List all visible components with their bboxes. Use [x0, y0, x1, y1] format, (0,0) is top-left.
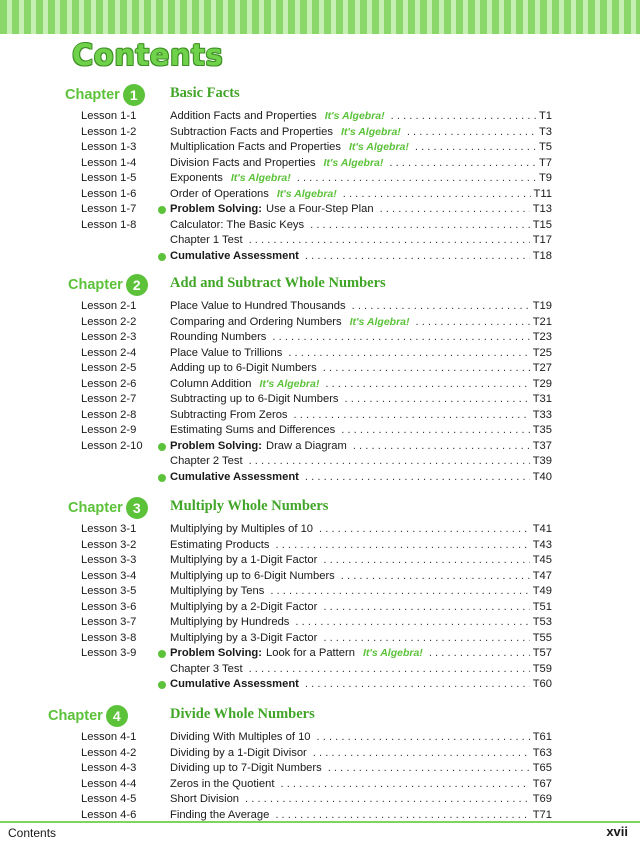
entry-page-number: T3 — [538, 125, 552, 138]
toc-row — [0, 677, 640, 693]
chapter-number-badge: 3 — [126, 497, 148, 519]
toc-entry — [170, 631, 552, 647]
toc-entry — [170, 140, 552, 156]
toc-row — [0, 109, 640, 125]
toc-row — [0, 646, 640, 662]
chapter-entries — [0, 522, 640, 693]
entry-page-number: T29 — [532, 377, 552, 390]
toc-entry — [170, 569, 552, 585]
dot-leader — [323, 361, 530, 377]
chapter-word: Chapter — [68, 277, 123, 293]
entry-title: Calculator: The Basic Keys — [170, 218, 305, 231]
entry-page-number: T18 — [532, 249, 552, 262]
entry-title: Subtraction Facts and Properties — [170, 125, 333, 138]
lesson-number: Lesson 3-4 — [81, 569, 137, 582]
lesson-number: Lesson 1-4 — [81, 156, 137, 169]
page-title: Contents — [72, 38, 224, 72]
toc-entry — [170, 109, 552, 125]
entry-page-number: T21 — [532, 315, 552, 328]
entry-page-number: T63 — [532, 746, 552, 759]
toc-row — [0, 408, 640, 424]
toc-row — [0, 538, 640, 554]
toc-row — [0, 218, 640, 234]
toc-row — [0, 522, 640, 538]
lesson-number: Lesson 4-5 — [81, 793, 137, 805]
toc-row — [0, 553, 640, 569]
toc-entry — [170, 187, 552, 203]
chapter-entries — [0, 730, 640, 823]
entry-page-number: T47 — [532, 569, 552, 582]
chapter-title: Add and Subtract Whole Numbers — [170, 275, 386, 291]
dot-leader — [380, 202, 530, 218]
entry-title: Zeros in the Quotient — [170, 777, 275, 790]
toc-entry — [170, 156, 552, 172]
entry-title: Rounding Numbers — [170, 331, 267, 343]
toc-row — [0, 392, 640, 408]
toc-row — [0, 299, 640, 315]
entry-title: Multiplication Facts and Properties — [170, 141, 341, 153]
chapter-number-badge: 1 — [123, 84, 145, 106]
entry-title: Finding the Average — [170, 808, 270, 821]
bullet-icon — [158, 650, 166, 658]
dot-leader — [305, 677, 530, 693]
entry-page-number: T60 — [532, 678, 552, 690]
entry-title: Use a Four-Step Plan — [266, 203, 374, 215]
dot-leader — [249, 454, 530, 470]
its-algebra-tag: It's Algebra! — [362, 647, 423, 659]
dot-leader — [249, 662, 530, 678]
its-algebra-tag: It's Algebra! — [323, 156, 384, 169]
bullet-icon — [158, 474, 166, 482]
toc-entry — [170, 470, 552, 486]
toc-entry — [170, 439, 552, 455]
lesson-number: Lesson 4-6 — [81, 808, 137, 821]
dot-leader — [294, 408, 530, 424]
toc-entry — [170, 677, 552, 693]
lesson-number: Lesson 3-6 — [81, 600, 137, 613]
entry-title: Short Division — [170, 793, 240, 805]
bullet-icon — [158, 206, 166, 214]
entry-title: Multiplying by Tens — [170, 585, 265, 597]
its-algebra-tag: It's Algebra! — [349, 141, 409, 153]
toc-entry — [170, 377, 552, 393]
entry-page-number: T27 — [532, 362, 552, 374]
lesson-number: Lesson 1-3 — [81, 141, 137, 153]
entry-page-number: T31 — [532, 393, 552, 405]
entry-title: Look for a Pattern — [266, 647, 355, 659]
toc-entry — [170, 315, 552, 331]
toc-row — [0, 777, 640, 793]
bullet-icon — [158, 443, 166, 451]
toc-row — [0, 140, 640, 156]
toc-row — [0, 187, 640, 203]
entry-title: Multiplying by Hundreds — [170, 616, 290, 628]
entry-bold-label: Problem Solving: — [170, 647, 262, 659]
entry-title: Subtracting From Zeros — [170, 408, 288, 421]
lesson-number: Lesson 3-1 — [81, 523, 137, 535]
chapter-label — [68, 273, 148, 297]
entry-page-number: T13 — [532, 203, 552, 215]
entry-title: Dividing by a 1-Digit Divisor — [170, 746, 307, 759]
entry-page-number: T57 — [532, 647, 552, 659]
footer-divider — [0, 821, 640, 823]
toc-entry — [170, 730, 552, 746]
toc-row — [0, 631, 640, 647]
chapter-number-badge: 4 — [106, 705, 128, 727]
lesson-number: Lesson 1-8 — [81, 218, 137, 231]
entry-title: Order of Operations — [170, 187, 269, 200]
toc-entry — [170, 553, 552, 569]
toc-entry — [170, 522, 552, 538]
entry-page-number: T35 — [532, 424, 552, 436]
chapter-entries — [0, 109, 640, 264]
toc-row — [0, 156, 640, 172]
toc-entry — [170, 202, 552, 218]
chapter-label — [65, 83, 145, 107]
entry-page-number: T61 — [532, 731, 552, 743]
dot-leader — [270, 584, 529, 600]
toc-row — [0, 171, 640, 187]
toc-entry — [170, 218, 552, 234]
entry-page-number: T55 — [532, 631, 552, 644]
dot-leader — [415, 140, 536, 156]
chapter-word: Chapter — [65, 87, 120, 103]
entry-title: Place Value to Hundred Thousands — [170, 300, 346, 312]
lesson-number: Lesson 3-8 — [81, 631, 137, 644]
entry-title: Estimating Products — [170, 538, 270, 551]
dot-leader — [288, 346, 529, 362]
entry-title: Adding up to 6-Digit Numbers — [170, 362, 317, 374]
entry-title: Chapter 1 Test — [170, 234, 243, 246]
lesson-number: Lesson 2-9 — [81, 424, 137, 436]
toc-entry — [170, 423, 552, 439]
entry-page-number: T7 — [538, 156, 552, 169]
dot-leader — [325, 377, 529, 393]
toc-entry — [170, 125, 552, 141]
lesson-number: Lesson 3-3 — [81, 554, 137, 566]
entry-title: Estimating Sums and Differences — [170, 424, 336, 436]
lesson-number: Lesson 1-6 — [81, 187, 137, 200]
toc-row — [0, 377, 640, 393]
dot-leader — [272, 330, 529, 346]
toc-entry — [170, 454, 552, 470]
entry-bold-label: Problem Solving: — [170, 439, 262, 452]
entry-title: Multiplying by a 3-Digit Factor — [170, 631, 318, 644]
dot-leader — [276, 538, 530, 554]
toc-row — [0, 746, 640, 762]
dot-leader — [297, 171, 536, 187]
toc-row — [0, 423, 640, 439]
toc-entry — [170, 408, 552, 424]
chapter-label — [48, 704, 128, 728]
entry-page-number: T11 — [533, 187, 552, 200]
dot-leader — [245, 792, 530, 808]
dot-leader — [313, 746, 530, 762]
entry-page-number: T23 — [532, 331, 552, 343]
toc-row — [0, 249, 640, 265]
entry-title: Multiplying by a 2-Digit Factor — [170, 600, 318, 613]
toc-row — [0, 730, 640, 746]
dot-leader — [249, 233, 530, 249]
entry-title: Chapter 3 Test — [170, 662, 243, 675]
toc-entry — [170, 646, 552, 662]
toc-row — [0, 569, 640, 585]
dot-leader — [389, 156, 536, 172]
entry-page-number: T45 — [532, 554, 552, 566]
toc-row — [0, 346, 640, 362]
toc-entry — [170, 330, 552, 346]
entry-page-number: T67 — [532, 777, 552, 790]
header-stripe-band — [0, 0, 640, 34]
toc-entry — [170, 792, 552, 808]
entry-title: Multiplying by Multiples of 10 — [170, 523, 314, 535]
lesson-number: Lesson 1-7 — [81, 203, 137, 215]
lesson-number: Lesson 4-3 — [81, 762, 137, 774]
chapter-title: Basic Facts — [170, 85, 240, 101]
dot-leader — [345, 392, 530, 408]
toc-entry — [170, 346, 552, 362]
entry-page-number: T15 — [532, 218, 552, 231]
lesson-number: Lesson 4-4 — [81, 777, 137, 790]
chapter-entries — [0, 299, 640, 485]
lesson-number: Lesson 4-1 — [81, 731, 137, 743]
entry-page-number: T49 — [532, 585, 552, 597]
entry-title: Column Addition — [170, 377, 252, 390]
entry-page-number: T25 — [532, 346, 552, 359]
toc-entry — [170, 361, 552, 377]
entry-page-number: T59 — [532, 662, 552, 675]
lesson-number: Lesson 3-9 — [81, 647, 137, 659]
toc-row — [0, 439, 640, 455]
entry-title: Division Facts and Properties — [170, 156, 316, 169]
dot-leader — [353, 439, 530, 455]
lesson-number: Lesson 2-3 — [81, 331, 137, 343]
dot-leader — [341, 423, 530, 439]
entry-page-number: T65 — [532, 762, 552, 774]
entry-page-number: T39 — [532, 455, 552, 467]
lesson-number: Lesson 2-10 — [81, 439, 143, 452]
toc-row — [0, 615, 640, 631]
toc-row — [0, 584, 640, 600]
dot-leader — [280, 777, 529, 793]
lesson-number: Lesson 2-4 — [81, 346, 137, 359]
toc-entry — [170, 777, 552, 793]
entry-bold-label: Cumulative Assessment — [170, 470, 299, 483]
entry-page-number: T43 — [532, 538, 552, 551]
entry-title: Dividing With Multiples of 10 — [170, 731, 311, 743]
toc-row — [0, 792, 640, 808]
toc-entry — [170, 233, 552, 249]
toc-row — [0, 315, 640, 331]
lesson-number: Lesson 2-7 — [81, 393, 137, 405]
entry-page-number: T17 — [532, 234, 552, 246]
entry-page-number: T40 — [532, 470, 552, 483]
toc-entry — [170, 171, 552, 187]
toc-row — [0, 330, 640, 346]
entry-title: Place Value to Trillions — [170, 346, 283, 359]
dot-leader — [328, 761, 530, 777]
entry-title: Draw a Diagram — [266, 439, 347, 452]
lesson-number: Lesson 2-8 — [81, 408, 137, 421]
dot-leader — [391, 109, 536, 125]
dot-leader — [317, 730, 530, 746]
entry-title: Subtracting up to 6-Digit Numbers — [170, 393, 339, 405]
dot-leader — [310, 218, 530, 234]
entry-page-number: T53 — [532, 616, 552, 628]
dot-leader — [323, 600, 529, 616]
dot-leader — [341, 569, 530, 585]
chapter-title: Divide Whole Numbers — [170, 706, 315, 722]
dot-leader — [343, 187, 531, 203]
dot-leader — [407, 125, 536, 141]
toc-entry — [170, 615, 552, 631]
bullet-icon — [158, 253, 166, 261]
entry-title: Chapter 2 Test — [170, 455, 243, 467]
dot-leader — [416, 315, 530, 331]
toc-row — [0, 361, 640, 377]
chapter-number-badge: 2 — [126, 274, 148, 296]
dot-leader — [352, 299, 530, 315]
lesson-number: Lesson 2-6 — [81, 377, 137, 390]
toc-entry — [170, 761, 552, 777]
toc-row — [0, 233, 640, 249]
lesson-number: Lesson 2-5 — [81, 362, 137, 374]
dot-leader — [295, 615, 529, 631]
its-algebra-tag: It's Algebra! — [276, 187, 337, 200]
entry-page-number: T33 — [532, 408, 552, 421]
entry-title: Dividing up to 7-Digit Numbers — [170, 762, 322, 774]
entry-page-number: T51 — [532, 600, 552, 613]
lesson-number: Lesson 3-2 — [81, 538, 137, 551]
toc-row — [0, 202, 640, 218]
toc-entry — [170, 299, 552, 315]
lesson-number: Lesson 4-2 — [81, 746, 137, 759]
entry-title: Comparing and Ordering Numbers — [170, 315, 342, 328]
entry-page-number: T37 — [532, 439, 552, 452]
toc-row — [0, 761, 640, 777]
entry-title: Multiplying by a 1-Digit Factor — [170, 554, 318, 566]
chapter-label — [68, 496, 148, 520]
entry-page-number: T5 — [538, 141, 552, 153]
lesson-number: Lesson 2-2 — [81, 315, 137, 328]
lesson-number: Lesson 2-1 — [81, 300, 137, 312]
dot-leader — [429, 646, 530, 662]
entry-page-number: T71 — [532, 808, 552, 821]
toc-row — [0, 125, 640, 141]
bullet-icon — [158, 681, 166, 689]
entry-page-number: T19 — [532, 300, 552, 312]
toc-row — [0, 600, 640, 616]
toc-entry — [170, 600, 552, 616]
dot-leader — [305, 470, 530, 486]
lesson-number: Lesson 1-2 — [81, 125, 137, 138]
lesson-number: Lesson 3-5 — [81, 585, 137, 597]
entry-title: Exponents — [170, 172, 223, 184]
lesson-number: Lesson 1-1 — [81, 110, 137, 122]
its-algebra-tag: It's Algebra! — [324, 110, 385, 122]
entry-bold-label: Cumulative Assessment — [170, 249, 299, 262]
its-algebra-tag: It's Algebra! — [259, 377, 320, 390]
toc-entry — [170, 584, 552, 600]
entry-page-number: T1 — [538, 110, 552, 122]
toc-entry — [170, 392, 552, 408]
entry-page-number: T69 — [532, 793, 552, 805]
lesson-number: Lesson 1-5 — [81, 172, 137, 184]
dot-leader — [323, 631, 529, 647]
toc-row — [0, 454, 640, 470]
dot-leader — [323, 553, 529, 569]
toc-entry — [170, 538, 552, 554]
dot-leader — [305, 249, 530, 265]
chapter-title: Multiply Whole Numbers — [170, 498, 329, 514]
toc-entry — [170, 249, 552, 265]
toc-entry — [170, 746, 552, 762]
toc-entry — [170, 662, 552, 678]
entry-bold-label: Problem Solving: — [170, 203, 262, 215]
entry-title: Addition Facts and Properties — [170, 110, 317, 122]
chapter-word: Chapter — [48, 708, 103, 724]
entry-title: Multiplying up to 6-Digit Numbers — [170, 569, 335, 582]
toc-row — [0, 470, 640, 486]
its-algebra-tag: It's Algebra! — [230, 172, 291, 184]
page-number: xvii — [606, 824, 628, 839]
its-algebra-tag: It's Algebra! — [340, 125, 401, 138]
toc-row — [0, 662, 640, 678]
lesson-number: Lesson 3-7 — [81, 616, 137, 628]
its-algebra-tag: It's Algebra! — [349, 315, 410, 328]
footer-section-label: Contents — [8, 826, 57, 840]
chapter-word: Chapter — [68, 500, 123, 516]
entry-page-number: T41 — [532, 523, 552, 535]
entry-page-number: T9 — [538, 172, 552, 184]
dot-leader — [319, 522, 530, 538]
entry-bold-label: Cumulative Assessment — [170, 678, 299, 690]
